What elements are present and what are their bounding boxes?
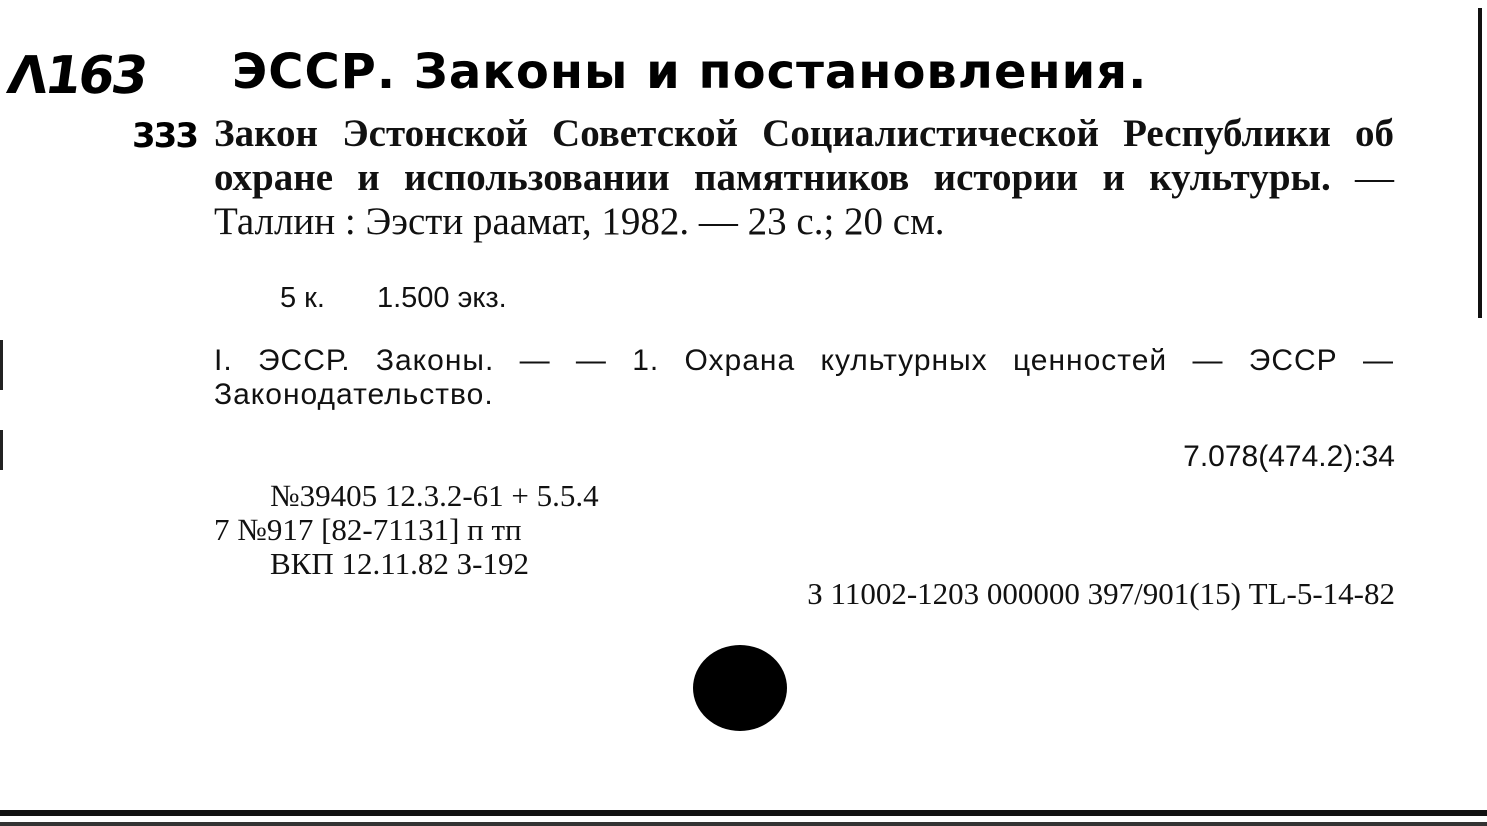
card-edge-bottom — [0, 822, 1487, 826]
price: 5 к. — [280, 282, 325, 314]
registry-line-1: №39405 12.3.2-61 + 5.5.4 — [270, 478, 599, 513]
record-title: Закон Эстонской Советской Социалистической Республики об охране и использовании памятников истории и культуры. — [214, 112, 1394, 199]
card-edge-bottom — [0, 810, 1487, 816]
bibliographic-description — [214, 112, 1394, 244]
card-edge-right — [1478, 8, 1482, 318]
registry-line-4: З 11002-1203 000000 397/901(15) TL-5-14-82 — [807, 576, 1395, 611]
price-line — [280, 282, 559, 315]
subject-tracings: I. ЭССР. Законы. — — 1. Охрана культурных ценностей — ЭССР — Законодательство. — [214, 344, 1394, 411]
handwritten-heading: ЭССР. Законы и постановления. — [232, 44, 1148, 100]
registry-line-3: ВКП 12.11.82 З-192 — [270, 546, 529, 581]
udc-classification: 7.078(474.2):34 — [1183, 440, 1395, 473]
handwritten-number: 333 — [132, 116, 197, 156]
record-imprint: — Таллин : Ээсти раамат, 1982. — 23 с.; 20 см. — [214, 156, 1395, 243]
handwritten-shelfmark: Λ163 — [3, 46, 150, 106]
punch-hole — [693, 645, 787, 731]
card-edge-mark — [0, 340, 3, 390]
card-edge-mark — [0, 430, 3, 470]
print-run: 1.500 экз. — [376, 282, 507, 314]
registry-line-2: 7 №917 [82-71131] п тп — [214, 512, 522, 547]
